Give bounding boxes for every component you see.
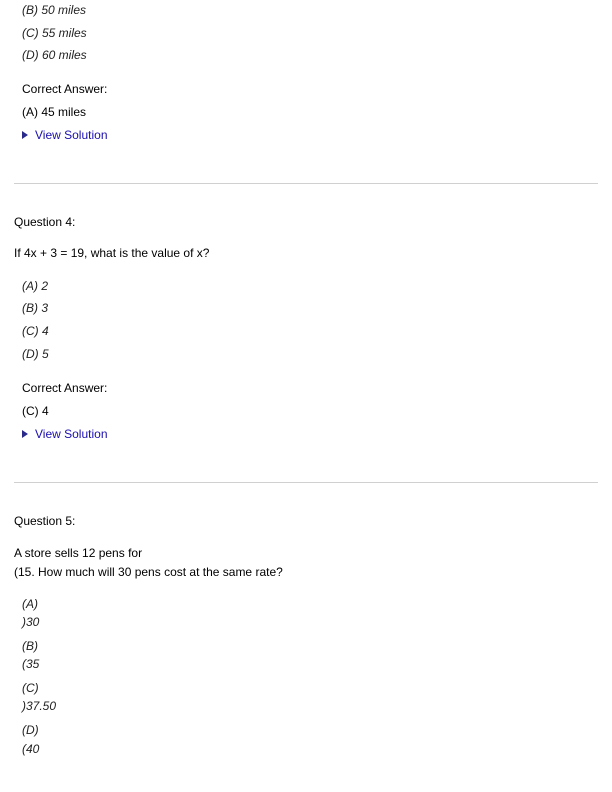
q4-question-text: If 4x + 3 = 19, what is the value of x? — [14, 246, 210, 260]
q4-view-solution-label: View Solution — [35, 427, 108, 441]
q5-title: Question 5: — [14, 514, 76, 528]
q4-option-b: (B) 3 — [22, 301, 49, 315]
q5-question-text-line-2: (15. How much will 30 pens cost at the same rate? — [14, 565, 283, 579]
q4-title: Question 4: — [14, 215, 76, 229]
q5-option-c-letter: (C) — [22, 681, 39, 695]
q5-option-d-letter: (D) — [22, 723, 39, 737]
q4-correct-answer-label: Correct Answer: — [22, 381, 108, 395]
q4-option-d: (D) 5 — [22, 347, 49, 361]
q5-option-b-value: (35 — [22, 657, 40, 671]
expand-triangle-icon — [22, 430, 28, 438]
q5-question-text-line-1: A store sells 12 pens for — [14, 546, 143, 560]
q5-option-c-value: )37.50 — [22, 699, 57, 713]
q3-correct-answer-value: (A) 45 miles — [22, 105, 87, 119]
q4-option-a: (A) 2 — [22, 279, 49, 293]
q4-option-c: (C) 4 — [22, 324, 49, 338]
q3-correct-answer-label: Correct Answer: — [22, 82, 108, 96]
q4-view-solution-link[interactable] — [22, 427, 108, 441]
q3-option-d: (D) 60 miles — [22, 48, 87, 62]
section-divider — [14, 183, 598, 184]
q5-option-b-letter: (B) — [22, 639, 38, 653]
expand-triangle-icon — [22, 131, 28, 139]
section-divider — [14, 482, 598, 483]
q3-option-b: (B) 50 miles — [22, 3, 87, 17]
q4-correct-answer-value: (C) 4 — [22, 404, 49, 418]
q5-option-a-letter: (A) — [22, 597, 38, 611]
q3-view-solution-label: View Solution — [35, 128, 108, 142]
q3-view-solution-link[interactable] — [22, 128, 108, 142]
q3-option-c: (C) 55 miles — [22, 26, 87, 40]
q5-option-d-value: (40 — [22, 742, 40, 756]
q5-option-a-value: )30 — [22, 615, 40, 629]
